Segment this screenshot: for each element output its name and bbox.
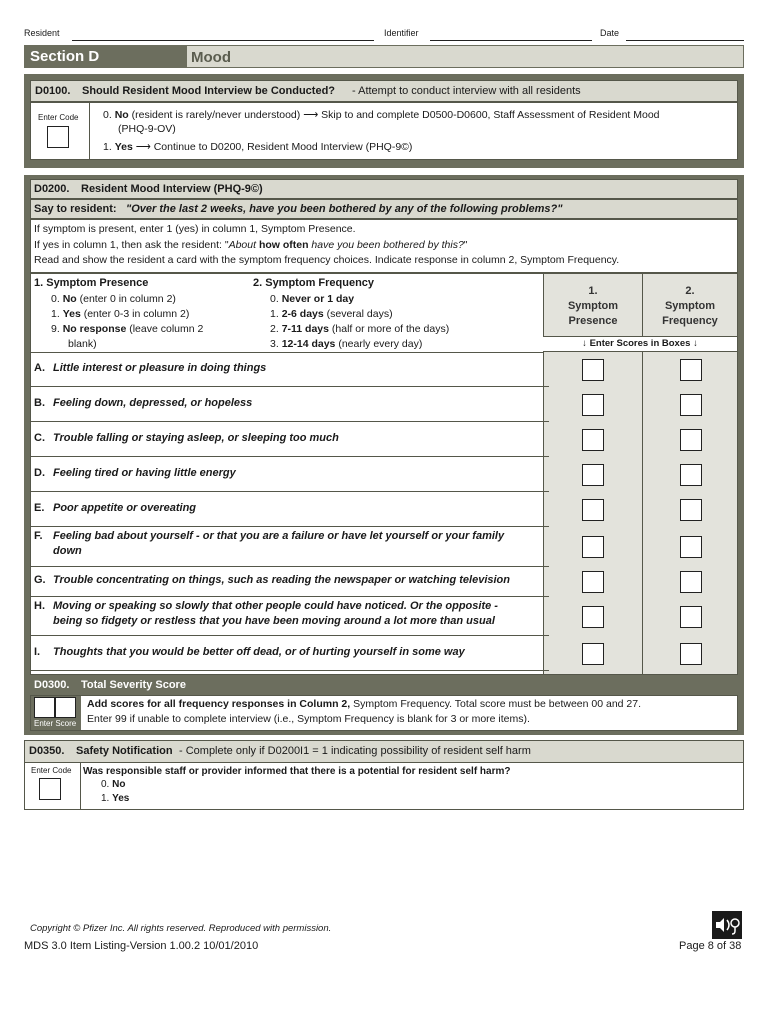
d0350-opt1-num: 1. xyxy=(101,793,110,804)
col1-l1: Symptom xyxy=(567,300,619,312)
sf-num: 1. xyxy=(270,308,279,320)
instruction-3: Read and show the resident a card with the symptom frequency choices. Indicate response in column 2, Symptom Frequency. xyxy=(34,254,620,266)
say-text: "Over the last 2 weeks, have you been bothered by any of the following problems?" xyxy=(126,203,563,215)
symptom-presence-box[interactable] xyxy=(582,429,604,451)
question-row xyxy=(31,636,549,671)
d0350-question: Was responsible staff or provider informed that there is a potential for resident self harm? xyxy=(83,766,511,777)
identifier-label: Identifier xyxy=(384,28,419,38)
d0100-opt0-num: 0. xyxy=(103,109,112,121)
symptom-frequency-box[interactable] xyxy=(680,571,702,593)
instruction-1: If symptom is present, enter 1 (yes) in column 1, Symptom Presence. xyxy=(34,223,356,235)
d0300-title: Total Severity Score xyxy=(81,679,186,691)
d0300-line1-bold: Add scores for all frequency responses in Column 2, xyxy=(87,698,351,710)
sf-text: (nearly every day) xyxy=(335,338,423,350)
question-text: Feeling down, depressed, or hopeless xyxy=(53,397,253,409)
col2-l1: Symptom xyxy=(664,300,716,312)
d0350-code-cell xyxy=(25,763,81,809)
question-letter: D. xyxy=(34,467,45,479)
d0100-body xyxy=(30,102,738,160)
date-label: Date xyxy=(600,28,620,38)
sf-bold: 12-14 days xyxy=(281,338,336,350)
question-text: Thoughts that you would be better off dead, or of hurting yourself in some way xyxy=(53,646,465,658)
sp-text: (enter 0 in column 2) xyxy=(76,293,176,305)
d0350-subtitle: - Complete only if D0200I1 = 1 indicating possibility of resident self harm xyxy=(179,745,531,757)
sp-num: 1. xyxy=(51,308,60,320)
question-letter: G. xyxy=(34,574,46,586)
sf-option xyxy=(270,307,449,322)
question-row xyxy=(31,567,549,597)
question-row xyxy=(31,422,549,457)
symptom-frequency-options xyxy=(270,292,449,352)
d0100-subtitle: - Attempt to conduct interview with all residents xyxy=(352,85,581,97)
d0100-opt0-text: (resident is rarely/never understood) xyxy=(128,109,301,121)
col-divider-2 xyxy=(642,274,643,674)
col1-num: 1. xyxy=(588,285,598,297)
question-text: Moving or speaking so slowly that other people could have noticed. Or the opposite - xyxy=(53,600,498,612)
symptom-presence-options xyxy=(51,292,203,352)
symptom-frequency-box[interactable] xyxy=(680,429,702,451)
question-row xyxy=(31,352,549,387)
col2-header xyxy=(643,284,737,329)
d0100-opt1-after: Continue to D0200, Resident Mood Interview (PHQ-9©) xyxy=(150,141,413,153)
d0300-line-2: Enter 99 if unable to complete interview (i.e., Symptom Frequency is blank for 3 or more items). xyxy=(87,713,530,725)
col1-l2: Presence xyxy=(568,315,618,327)
resident-label: Resident xyxy=(24,28,60,38)
d0100-option-1 xyxy=(103,141,412,153)
sp-text: (enter 0-3 in column 2) xyxy=(80,308,190,320)
d0300-code-cell xyxy=(31,696,81,730)
col1-header xyxy=(544,284,642,329)
arrow-down-icon: ↓ xyxy=(582,338,587,349)
sp-option xyxy=(51,292,203,307)
sp-option xyxy=(51,322,203,337)
d0100-header xyxy=(30,80,738,102)
sf-text: (several days) xyxy=(323,308,393,320)
instr2-post: " xyxy=(463,239,468,251)
audio-icon xyxy=(712,911,742,939)
instr2-pre: If yes in column 1, then ask the resident: " xyxy=(34,239,229,251)
question-text: Poor appetite or overeating xyxy=(53,502,197,514)
item-listing-version: MDS 3.0 Item Listing-Version 1.00.2 10/01/2010 xyxy=(24,940,259,952)
symptom-presence-box[interactable] xyxy=(582,359,604,381)
d0350-opt1: Yes xyxy=(112,793,130,804)
symptom-presence-box[interactable] xyxy=(582,464,604,486)
sp-option xyxy=(51,307,203,322)
arrow-right-icon: ⟶ xyxy=(303,109,319,121)
symptom-presence-box[interactable] xyxy=(582,606,604,628)
d0200-code: D0200. xyxy=(34,183,70,195)
symptom-frequency-box[interactable] xyxy=(680,394,702,416)
question-row xyxy=(31,387,549,422)
question-row xyxy=(31,597,549,636)
d0100-enter-code-label: Enter Code xyxy=(38,113,79,122)
col2-num: 2. xyxy=(685,285,695,297)
question-row xyxy=(31,527,549,567)
d0300-code: D0300. xyxy=(34,679,70,691)
d0350-option-1 xyxy=(101,793,129,804)
symptom-frequency-title: 2. Symptom Frequency xyxy=(253,277,375,289)
section-header xyxy=(24,45,744,68)
d0350-header xyxy=(25,741,743,763)
d0300-enter-score-label: Enter Score xyxy=(34,719,77,728)
d0100-opt0-line2: (PHQ-9-OV) xyxy=(118,123,176,135)
question-letter: F. xyxy=(34,530,43,542)
sp-bold: Yes xyxy=(62,308,81,320)
d0300-header xyxy=(30,675,738,695)
d0350-title: Safety Notification xyxy=(76,745,173,757)
copyright-note: Copyright © Pfizer Inc. All rights reserved. Reproduced with permission. xyxy=(30,923,332,934)
sp-num: 9. xyxy=(51,323,60,335)
question-letter: H. xyxy=(34,600,45,612)
question-letter: C. xyxy=(34,432,45,444)
question-text: Trouble concentrating on things, such as reading the newspaper or watching television xyxy=(53,574,510,586)
sf-text: (half or more of the days) xyxy=(328,323,450,335)
instr2-bold: how often xyxy=(258,239,309,251)
arrow-down-icon: ↓ xyxy=(693,338,698,349)
sf-option xyxy=(270,292,449,307)
d0200-say-row xyxy=(30,199,738,219)
sp-bold: No xyxy=(62,293,77,305)
say-label: Say to resident: xyxy=(34,203,117,215)
symptom-frequency-box[interactable] xyxy=(680,536,702,558)
resident-field[interactable] xyxy=(72,30,374,41)
d0350-enter-code-label: Enter Code xyxy=(31,766,72,775)
sp-option-cont: blank) xyxy=(68,338,97,350)
symptom-presence-title: 1. Symptom Presence xyxy=(34,277,149,289)
d0300-line-1 xyxy=(87,698,641,710)
section-title: Section D xyxy=(30,48,100,65)
question-text: Trouble falling or staying asleep, or sleeping too much xyxy=(53,432,339,444)
section-name-box xyxy=(186,45,744,68)
d0100-frame xyxy=(24,74,744,168)
question-letter: A. xyxy=(34,362,45,374)
symptom-presence-box[interactable] xyxy=(582,643,604,665)
d0100-code: D0100. xyxy=(35,85,71,97)
d0100-opt0-after: Skip to and complete D0500-D0600, Staff Assessment of Resident Mood xyxy=(318,109,660,121)
sf-num: 0. xyxy=(270,293,279,305)
question-letter: I. xyxy=(34,646,41,658)
d0200-title: Resident Mood Interview (PHQ-9©) xyxy=(81,183,263,195)
d0100-opt1-num: 1. xyxy=(103,141,112,153)
d0300-score-box-2[interactable] xyxy=(55,697,76,718)
instr2-i2: have you been bothered by this? xyxy=(308,239,464,251)
d0200-header xyxy=(30,179,738,199)
question-text-line2: down xyxy=(53,545,82,557)
sf-option xyxy=(270,337,449,352)
d0350-code: D0350. xyxy=(29,745,65,757)
question-letter: B. xyxy=(34,397,45,409)
symptom-presence-box[interactable] xyxy=(582,394,604,416)
d0350-option-0 xyxy=(101,779,125,790)
d0350-code-box[interactable] xyxy=(39,778,61,800)
question-letter: E. xyxy=(34,502,45,514)
instr2-i1: About xyxy=(228,239,259,251)
question-text: Feeling tired or having little energy xyxy=(53,467,236,479)
question-text: Feeling bad about yourself - or that you are a failure or have let yourself or your family xyxy=(53,530,505,542)
d0100-code-box[interactable] xyxy=(47,126,69,148)
sf-bold: Never or 1 day xyxy=(281,293,355,305)
d0350-opt0: No xyxy=(112,779,126,790)
question-row xyxy=(31,492,549,527)
symptom-frequency-box[interactable] xyxy=(680,643,702,665)
page-number: Page 8 of 38 xyxy=(679,940,742,952)
question-row xyxy=(31,457,549,492)
enter-scores-label: Enter Scores in Boxes xyxy=(589,338,691,349)
sp-bold: No response xyxy=(62,323,127,335)
sf-option xyxy=(270,322,449,337)
d0100-option-0 xyxy=(103,109,660,121)
arrow-right-icon: ⟶ xyxy=(135,141,151,153)
symptom-presence-box[interactable] xyxy=(582,571,604,593)
score-columns xyxy=(543,274,737,674)
instruction-2 xyxy=(34,239,468,251)
d0200-instructions xyxy=(30,219,738,273)
sf-num: 2. xyxy=(270,323,279,335)
symptom-frequency-box[interactable] xyxy=(680,499,702,521)
identifier-field[interactable] xyxy=(430,30,592,41)
sf-bold: 7-11 days xyxy=(281,323,329,335)
d0350-frame xyxy=(24,740,744,810)
symptom-presence-box[interactable] xyxy=(582,499,604,521)
symptom-frequency-box[interactable] xyxy=(680,359,702,381)
d0300-score-box-1[interactable] xyxy=(34,697,55,718)
d0100-code-cell xyxy=(31,103,90,159)
sp-text: (leave column 2 xyxy=(126,323,204,335)
d0100-title: Should Resident Mood Interview be Conducted? xyxy=(82,85,336,97)
d0300-line1-text: Symptom Frequency. Total score must be between 00 and 27. xyxy=(350,698,642,710)
d0200-frame xyxy=(24,175,744,735)
sf-num: 3. xyxy=(270,338,279,350)
section-name: Mood xyxy=(191,49,231,66)
symptom-frequency-box[interactable] xyxy=(680,464,702,486)
symptom-frequency-box[interactable] xyxy=(680,606,702,628)
d0200-table xyxy=(30,273,738,675)
col2-l2: Frequency xyxy=(662,315,718,327)
d0350-opt0-num: 0. xyxy=(101,779,110,790)
enter-scores-bar xyxy=(543,336,737,352)
d0100-opt0-bold: No xyxy=(114,109,129,121)
symptom-presence-box[interactable] xyxy=(582,536,604,558)
d0100-opt1-bold: Yes xyxy=(114,141,133,153)
date-field[interactable] xyxy=(626,30,744,41)
question-text: Little interest or pleasure in doing things xyxy=(53,362,267,374)
question-text-line2: being so fidgety or restless that you have been moving around a lot more than usual xyxy=(53,615,495,627)
sf-bold: 2-6 days xyxy=(281,308,324,320)
d0300-body xyxy=(30,695,738,731)
sp-num: 0. xyxy=(51,293,60,305)
